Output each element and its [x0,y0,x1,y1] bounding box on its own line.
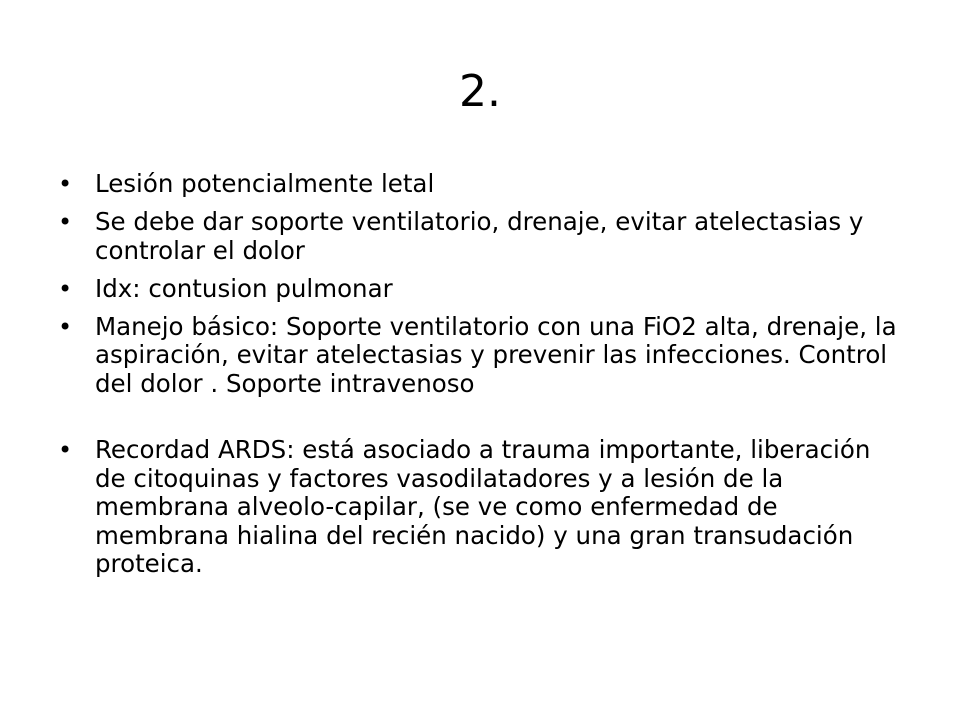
bullet-text: Manejo básico: Soporte ventilatorio con una FiO2 alta, drenaje, la aspiración, evitar atelectasias y prevenir las infecciones. Control del dolor . Soporte intravenoso [95,311,897,398]
bullet-item [58,208,898,265]
bullet-icon: • [58,208,73,236]
bullet-icon: • [58,170,73,198]
bullet-text: Idx: contusion pulmonar [95,273,393,303]
bullet-item [58,170,898,199]
bullet-item [58,275,898,304]
bullet-text: Se debe dar soporte ventilatorio, drenaje, evitar atelectasias y controlar el dolor [95,207,864,265]
bullet-icon: • [58,274,73,303]
bullet-item [58,313,898,399]
bullet-list [58,170,898,588]
bullet-icon: • [58,312,73,341]
bullet-icon: • [58,436,73,464]
bullet-text: Recordad ARDS: está asociado a trauma importante, liberación de citoquinas y factores vasodilatadores y a lesión de la membrana alveolo-capilar, (se ve como enfermedad de membrana hialina del recién nacido) y una gran transudación proteica. [95,435,871,578]
bullet-item [58,436,898,579]
bullet-text: Lesión potencialmente letal [95,169,435,198]
slide-title: 2. [459,66,501,117]
